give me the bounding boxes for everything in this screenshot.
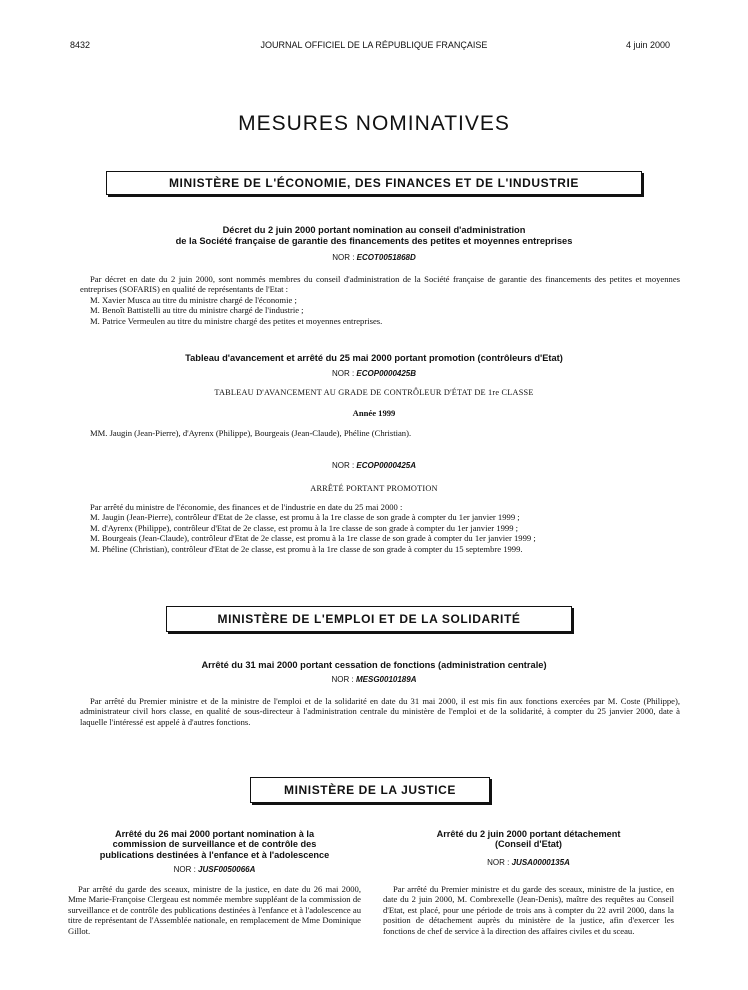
tableau-title: Tableau d'avancement et arrêté du 25 mai 2000 portant promotion (contrôleurs d'Etat) bbox=[185, 353, 563, 363]
tableau-names: MM. Jaugin (Jean-Pierre), d'Ayrenx (Philippe), Bourgeais (Jean-Claude), Phéline (Christian). bbox=[90, 428, 412, 438]
page-title: MESURES NOMINATIVES bbox=[238, 112, 510, 135]
nor-label: NOR : bbox=[331, 369, 357, 378]
decret-title-line-1: Décret du 2 juin 2000 portant nomination au conseil d'administration bbox=[222, 225, 526, 235]
nor-label: NOR : bbox=[331, 675, 356, 684]
commission-title-line-3: publications destinées à l'enfance et à l'adolescence bbox=[99, 849, 330, 860]
detachement-title-line-2: (Conseil d'Etat) bbox=[494, 839, 562, 850]
nor-code: MESG0010189A bbox=[355, 675, 417, 684]
ministry-heading-economie: MINISTÈRE DE L'ÉCONOMIE, DES FINANCES ET DE L'INDUSTRIE bbox=[106, 171, 642, 195]
promotion-entry: M. Jaugin (Jean-Pierre), contrôleur d'Etat de 2e classe, est promu à la 1re classe de son grade à compter du 1er janvier 1999 ; bbox=[90, 512, 520, 523]
promotion-entry: M. d'Ayrenx (Philippe), contrôleur d'Etat de 2e classe, est promu à la 1re classe de son grade à compter du 1er janvier 1999 ; bbox=[90, 522, 519, 533]
nor-code: ECOP0000425B bbox=[356, 369, 417, 378]
arrete-commission-body: Par arrêté du garde des sceaux, ministre de la justice, en date du 26 mai 2000, Mme Marie-Françoise Clergeau est nommée membre suppléant de la commission de surveillance et de contrôle des publications destinées à l'enfance et à l'adolescence au titre de représentant de l'Assemblée nationale, en remplacement de Mme Dominique Gillot. bbox=[68, 884, 361, 936]
decret-member: M. Xavier Musca au titre du ministre chargé de l'économie ; bbox=[90, 294, 297, 305]
arrete-cessation-title: Arrêté du 31 mai 2000 portant cessation de fonctions (administration centrale) bbox=[201, 660, 547, 670]
detachement-title-line-1: Arrêté du 2 juin 2000 portant détachement bbox=[436, 829, 621, 839]
arrete-commission-title bbox=[68, 829, 361, 860]
arrete-cessation-body: Par arrêté du Premier ministre et de la ministre de l'emploi et de la solidarité en date du 31 mai 2000, il est mis fin aux fonctions exercées par M. Coste (Philippe), administrateur civil hors classe, en qualité de sous-directeur à l'administration centrale du ministère de l'emploi et de la solidarité, à compter du 25 janvier 2000, date à laquelle l'intéressé est appelé à d'autres fonctions. bbox=[80, 696, 680, 727]
arrete-commission-nor bbox=[68, 865, 361, 875]
ministry-heading-justice: MINISTÈRE DE LA JUSTICE bbox=[250, 777, 490, 803]
decret-sofaris-title bbox=[68, 225, 680, 247]
arrete-detachement-body: Par arrêté du Premier ministre et du garde des sceaux, ministre de la justice, en date du 2 juin 2000, M. Combrexelle (Jean-Denis), maître des requêtes au Conseil d'Etat, est placé, pour une période de trois ans à compter du 22 avril 2000, dans la position de détachement auprès du ministère de la justice, afin d'exercer les fonctions de chef de service à la direction des affaires civiles et du sceau. bbox=[383, 884, 674, 936]
arrete-promotion-body bbox=[80, 502, 680, 554]
decret-nor bbox=[68, 253, 680, 263]
decret-body bbox=[80, 274, 680, 326]
arrete-detachement-title bbox=[383, 829, 674, 850]
nor-code: ECOP0000425A bbox=[356, 461, 417, 470]
tableau-nor bbox=[68, 369, 680, 379]
promotion-paragraph: Par arrêté du ministre de l'économie, des finances et de l'industrie en date du 25 mai 2000 : bbox=[90, 502, 403, 512]
arrete-promotion-nor bbox=[68, 461, 680, 471]
nor-label: NOR : bbox=[331, 461, 357, 470]
arrete-detachement-nor bbox=[383, 858, 674, 868]
decret-title-line-2: de la Société française de garantie des financements des petites et moyennes entreprises bbox=[175, 236, 573, 246]
tableau-subtitle: TABLEAU D'AVANCEMENT AU GRADE DE CONTRÔLEUR D'ÉTAT DE 1re CLASSE bbox=[214, 388, 534, 397]
decret-member: M. Patrice Vermeulen au titre du ministre chargé des petites et moyennes entreprises. bbox=[90, 315, 383, 326]
commission-title-line-2: commission de surveillance et de contrôle des bbox=[112, 839, 317, 850]
nor-code: JUSF0050066A bbox=[198, 865, 256, 874]
promotion-entry: M. Phéline (Christian), contrôleur d'Etat de 2e classe, est promu à la 1re classe de son grade à compter du 15 septembre 1999. bbox=[90, 543, 523, 554]
nor-label: NOR : bbox=[173, 865, 199, 874]
nor-label: NOR : bbox=[487, 858, 512, 867]
decret-paragraph: Par décret en date du 2 juin 2000, sont nommés membres du conseil d'administration de la Société française de garantie des financements des petites et moyennes entreprises (SOFARIS) en qualité de représentants de l'Etat : bbox=[80, 274, 680, 295]
tableau-year: Année 1999 bbox=[352, 408, 396, 418]
nor-code: JUSA0000135A bbox=[511, 858, 570, 867]
arrete-promotion-title: ARRÊTÉ PORTANT PROMOTION bbox=[310, 484, 438, 493]
ministry-heading-emploi: MINISTÈRE DE L'EMPLOI ET DE LA SOLIDARITÉ bbox=[166, 606, 572, 632]
nor-code: ECOT0051868D bbox=[356, 253, 416, 262]
page-number: 8432 bbox=[70, 40, 91, 50]
nor-label: NOR : bbox=[332, 253, 357, 262]
promotion-entry: M. Bourgeais (Jean-Claude), contrôleur d'Etat de 2e classe, est promu à la 1re classe de son grade à compter du 1er janvier 1999 ; bbox=[90, 533, 536, 544]
commission-title-line-1: Arrêté du 26 mai 2000 portant nomination à la bbox=[114, 829, 315, 839]
journal-title: JOURNAL OFFICIEL DE LA RÉPUBLIQUE FRANÇAISE bbox=[260, 40, 488, 50]
arrete-cessation-nor bbox=[68, 675, 680, 685]
issue-date: 4 juin 2000 bbox=[625, 40, 670, 50]
decret-member: M. Benoît Battistelli au titre du ministre chargé de l'industrie ; bbox=[90, 305, 304, 316]
